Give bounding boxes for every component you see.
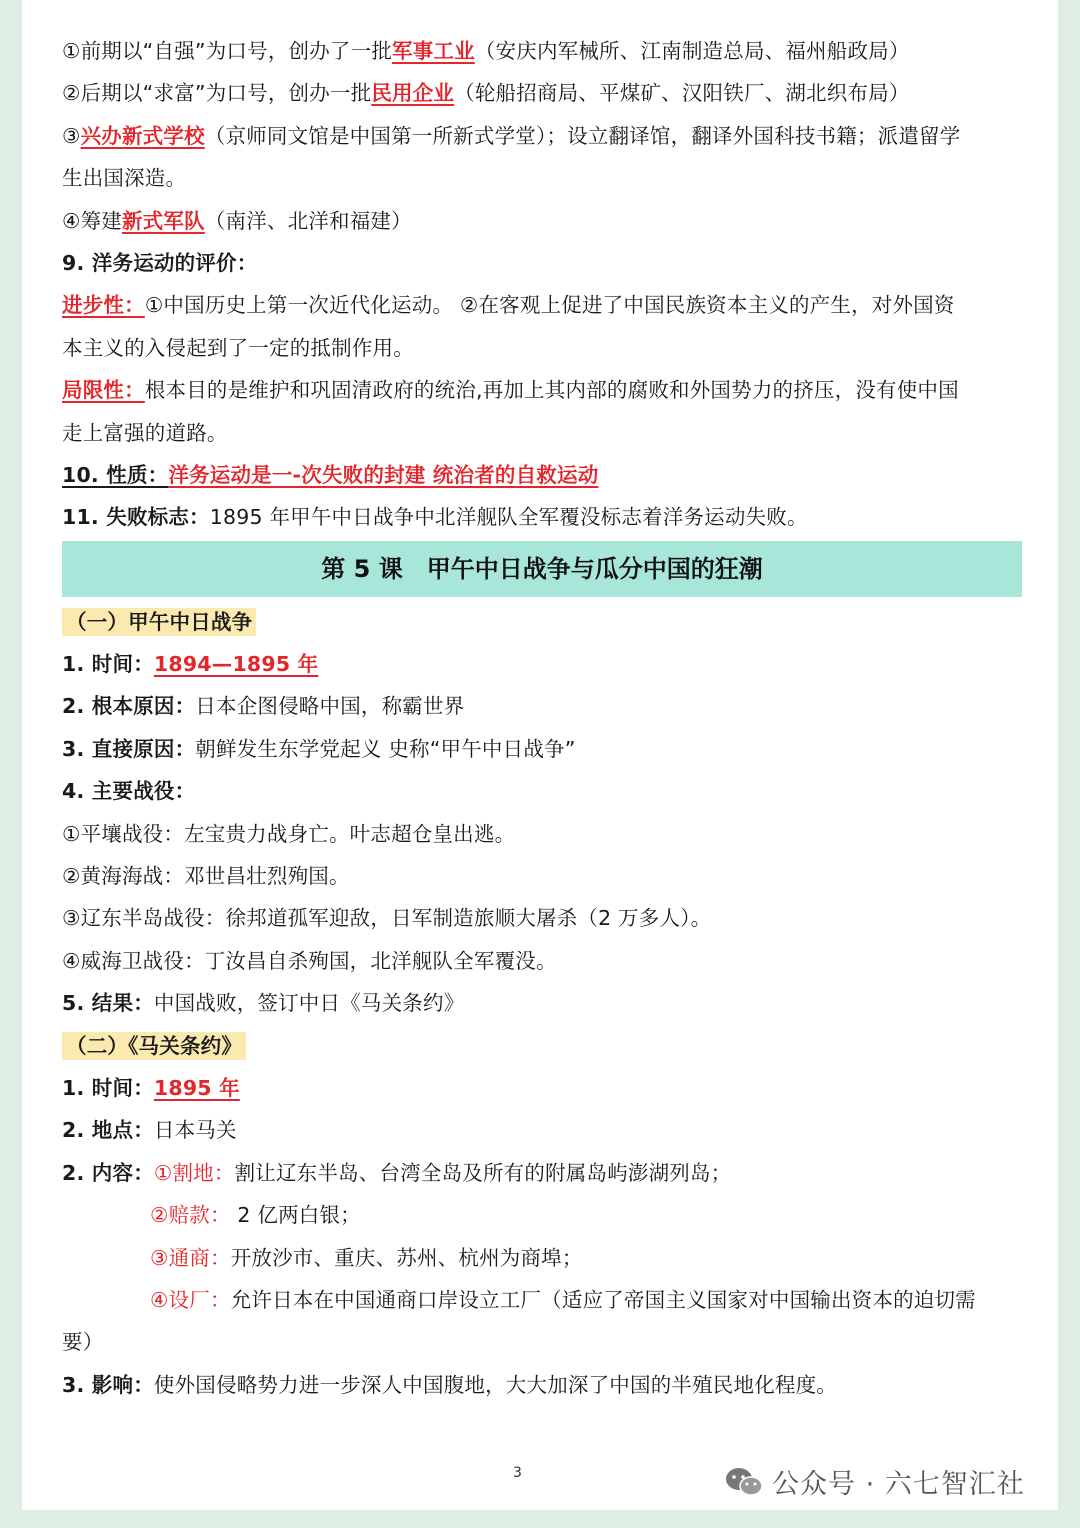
text-span: 中国战败，签订中日《马关条约》	[153, 991, 465, 1016]
text-span: （轮船招商局、平煤矿、汉阳铁厂、湖北织布局）	[454, 81, 910, 106]
text-span: ①中国历史上第一次近代化运动。 ②在客观上促进了中国民族资本主义的产生，对外国资	[144, 293, 955, 318]
section-heading: 9. 洋务运动的评价：	[62, 250, 258, 275]
text-line	[62, 1364, 1022, 1406]
keyword: ②赔款：	[150, 1203, 231, 1228]
text-line: 走上富强的道路。	[62, 420, 228, 445]
document-page	[22, 0, 1058, 1510]
keyword: 洋务运动是一-次失败的封建 统治者的自救运动	[168, 462, 599, 487]
text-line	[62, 1067, 1022, 1109]
text-line	[62, 454, 1022, 496]
keyword: 局限性：	[62, 378, 145, 403]
text-line	[62, 200, 1022, 242]
keyword: ④设厂：	[150, 1287, 231, 1312]
label: 2. 地点：	[62, 1118, 154, 1143]
keyword: 兴办新式学校	[80, 123, 205, 148]
text-span: （京师同文馆是中国第一所新式学堂）；设立翻译馆，翻译外国科技书籍；派遣留学	[204, 123, 961, 148]
subsection-heading	[62, 601, 1022, 643]
text-line	[62, 284, 1022, 326]
text-span: 2 亿两白银；	[230, 1203, 361, 1228]
text-line: ④威海卫战役：丁汝昌自杀殉国，北洋舰队全军覆没。	[62, 948, 557, 973]
subsection-title: （二）《马关条约》	[62, 1032, 246, 1060]
label: 2. 内容：	[62, 1160, 154, 1185]
text-line: ①平壤战役：左宝贵力战身亡。叶志超仓皇出逃。	[62, 821, 516, 846]
watermark-text: 公众号 · 六七智汇社	[772, 1469, 1025, 1500]
text-line: ②黄海海战：邓世昌壮烈殉国。	[62, 864, 350, 889]
label: 5. 结果：	[62, 991, 154, 1016]
text-line	[62, 369, 1022, 411]
section-heading: 4. 主要战役：	[62, 779, 196, 804]
text-span: 日本企图侵略中国，称霸世界	[195, 694, 465, 719]
text-line	[62, 30, 1022, 72]
document-content	[62, 30, 1022, 1406]
wechat-icon	[724, 1466, 764, 1498]
text-span: 根本目的是维护和巩固清政府的统治,再加上其内部的腐败和外国势力的挤压，没有使中国	[144, 378, 959, 403]
keyword: 1894—1895 年	[153, 652, 319, 677]
text-span: 割让辽东半岛、台湾全岛及所有的附属岛屿澎湖列岛；	[234, 1160, 732, 1185]
text-span: ③	[62, 123, 81, 148]
text-span: 开放沙市、重庆、苏州、杭州为商埠；	[230, 1245, 583, 1270]
text-line: ③辽东半岛战役：徐邦道孤军迎敌，日军制造旅顺大屠杀（2 万多人）。	[62, 906, 712, 931]
text-line	[62, 685, 1022, 727]
keyword: 军事工业	[392, 39, 475, 63]
label: 11. 失败标志：	[62, 505, 210, 530]
watermark	[724, 1462, 1025, 1501]
label: 3. 直接原因：	[62, 736, 196, 761]
text-span: ②后期以“求富”为口号，创办一批	[62, 81, 372, 106]
subsection-heading	[62, 1025, 1022, 1067]
keyword: 民用企业	[371, 81, 455, 106]
text-span: （安庆内军械所、江南制造总局、福州船政局）	[474, 39, 910, 63]
text-line	[62, 643, 1022, 685]
text-line: 本主义的入侵起到了一定的抵制作用。	[62, 335, 414, 360]
label: 2. 根本原因：	[62, 694, 196, 719]
text-line	[62, 1194, 1022, 1236]
text-span: ①前期以“自强”为口号，创办了一批	[62, 39, 393, 63]
keyword: 1895 年	[153, 1075, 240, 1100]
text-span: 朝鲜发生东学党起义 史称“甲午中日战争”	[195, 736, 576, 761]
lesson-title-banner: 第 5 课 甲午中日战争与瓜分中国的狂潮	[62, 541, 1022, 597]
text-line	[62, 1237, 1022, 1279]
text-line: 生出国深造。	[62, 166, 187, 191]
label: 1. 时间：	[62, 652, 154, 677]
text-line	[62, 72, 1022, 114]
keyword: 新式军队	[121, 208, 205, 233]
text-line	[62, 728, 1022, 770]
text-line	[62, 115, 1022, 157]
text-span: ④筹建	[62, 208, 122, 233]
text-line	[62, 1152, 1022, 1194]
text-span: 允许日本在中国通商口岸设立工厂（适应了帝国主义国家对中国输出资本的迫切需	[230, 1287, 976, 1312]
page-number: 3	[513, 1465, 522, 1481]
label: 1. 时间：	[62, 1075, 154, 1100]
text-span: 1895 年甲午中日战争中北洋舰队全军覆没标志着洋务运动失败。	[209, 505, 808, 530]
keyword: 进步性：	[62, 293, 145, 318]
text-line	[62, 1279, 1022, 1321]
text-line	[62, 982, 1022, 1024]
label: 10. 性质：	[62, 462, 169, 487]
label: 3. 影响：	[62, 1372, 154, 1397]
keyword: ③通商：	[150, 1245, 231, 1270]
text-line: 要）	[62, 1330, 104, 1355]
subsection-title: （一）甲午中日战争	[62, 608, 256, 636]
text-span: 使外国侵略势力进一步深人中国腹地，大大加深了中国的半殖民地化程度。	[153, 1372, 837, 1397]
text-line	[62, 1109, 1022, 1151]
text-span: （南洋、北洋和福建）	[204, 208, 412, 233]
text-line	[62, 496, 1022, 538]
text-span: 日本马关	[153, 1118, 237, 1143]
keyword: ①割地：	[153, 1160, 235, 1185]
